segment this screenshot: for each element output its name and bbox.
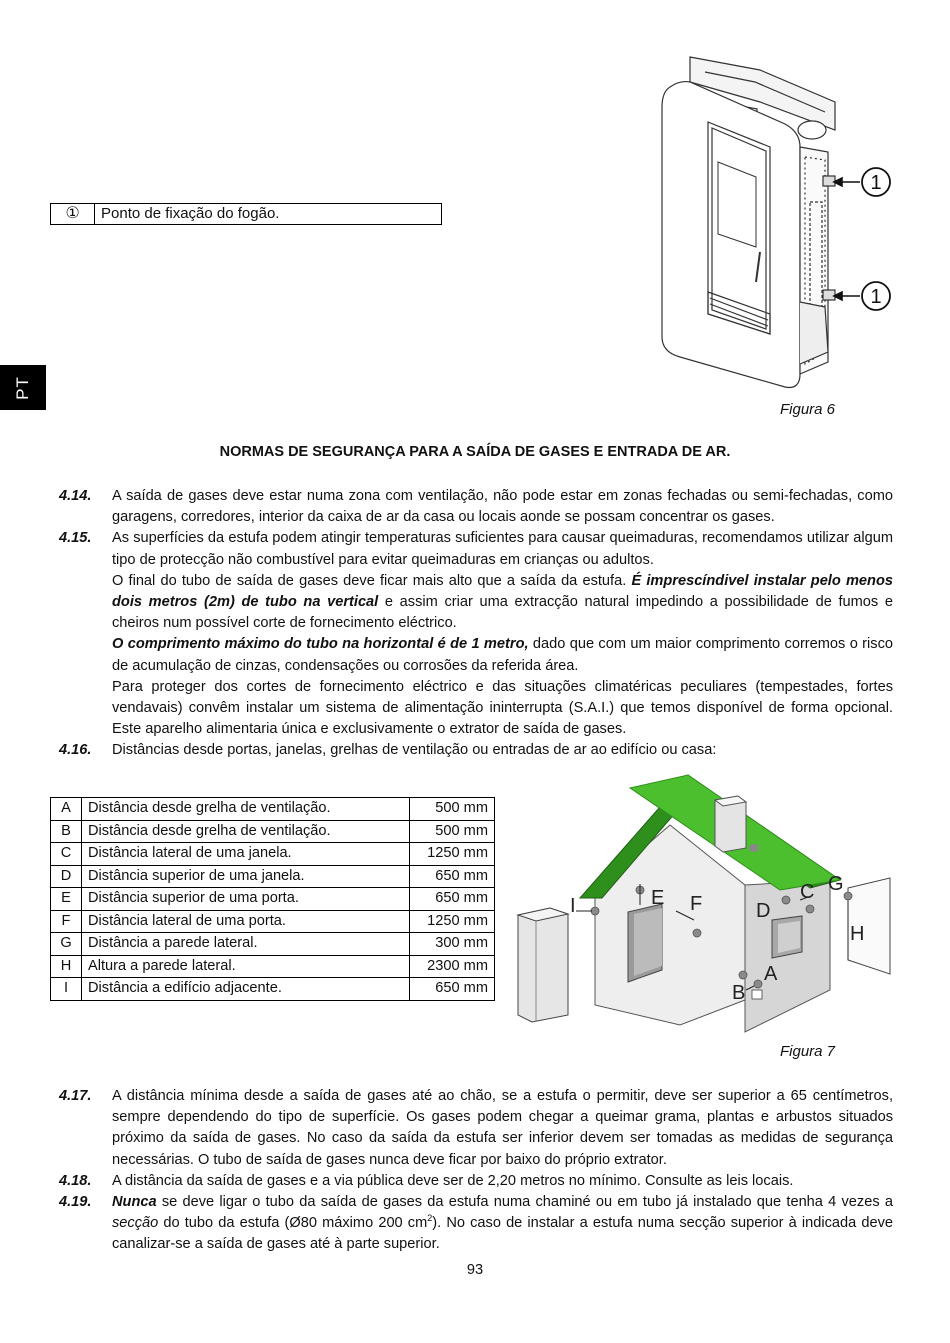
emphasis-seccao: secção (112, 1215, 159, 1232)
paragraphs-block-1 (59, 486, 893, 762)
language-tab-label: PT (12, 375, 32, 400)
emphasis-horizontal-pipe: O comprimento máximo do tubo na horizontal é de 1 metro, (112, 636, 529, 653)
figure-7-house-diagram (510, 770, 900, 1035)
distances-table (50, 797, 495, 1001)
label-A: A (764, 963, 778, 985)
table-row: B Distância desde grelha de ventilação. 500 mm (51, 820, 495, 843)
section-title: NORMAS DE SEGURANÇA PARA A SAÍDA DE GASES E ENTRADA DE AR. (219, 444, 731, 460)
item-number: 4.15. (59, 530, 92, 547)
table-row: D Distância superior de uma janela. 650 mm (51, 865, 495, 888)
label-E: E (651, 887, 665, 909)
item-4-19 (59, 1192, 893, 1256)
item-4-16 (59, 740, 893, 761)
item-text-3: O comprimento máximo do tubo na horizontal é de 1 metro, dado que com um maior comprimento corremos o risco de acumulação de cinzas, condensações ou corrosões da referida área. (112, 636, 893, 674)
item-4-14 (59, 486, 893, 528)
item-4-17 (59, 1086, 893, 1171)
page-number: 93 (466, 1262, 484, 1278)
label-G: G (828, 873, 844, 895)
table-row: A Distância desde grelha de ventilação. 500 mm (51, 798, 495, 821)
item-text: A distância da saída de gases e a via pública deve ser de 2,20 metros no mínimo. Consulte as leis locais. (112, 1172, 794, 1189)
item-number: 4.14. (59, 488, 92, 504)
item-text: As superfícies da estufa podem atingir temperaturas suficientes para causar queimaduras, recomendamos utilizar algum tipo de protecção não combustível para evitar queimaduras em crianças ou adultos. (112, 530, 893, 568)
emphasis-vertical-pipe: É imprescíndivel instalar pelo menos dois metros (2m) de tubo na vertical (112, 572, 893, 611)
label-I: I (570, 895, 576, 917)
emphasis-nunca: Nunca (112, 1194, 157, 1211)
item-4-15 (59, 528, 893, 740)
legend-symbol: ① (51, 204, 95, 224)
language-tab (0, 365, 46, 410)
item-4-18 (59, 1171, 893, 1192)
table-row: I Distância a edifício adjacente. 650 mm (51, 978, 495, 1001)
label-D: D (756, 900, 771, 922)
item-text: A saída de gases deve estar numa zona com ventilação, não pode estar em zonas fechadas ou semi-fechadas, como garagens, corredores, interior da caixa de ar da casa ou locais aonde se possam concentrar os gases. (112, 488, 893, 526)
table-row: G Distância a parede lateral. 300 mm (51, 933, 495, 956)
fixation-point-legend (50, 203, 442, 225)
label-B: B (732, 982, 746, 1004)
paragraphs-block-2 (59, 1086, 893, 1256)
label-H: H (850, 923, 865, 945)
item-text-2: O final do tubo de saída de gases deve ficar mais alto que a saída da estufa. É imprescíndivel instalar pelo menos dois metros (2m) de tubo na vertical e assim criar uma extracção natural impedindo a possibilidade de fumos e cheiros num possível corte de fornecimento eléctrico. (112, 572, 893, 632)
callout-label-top: 1 (870, 172, 882, 194)
item-text-4: Para proteger dos cortes de fornecimento eléctrico e das situações climatéricas peculiares (tempestades, fortes vendavais) convêm instalar um sistema de alimentação ininterrupta (S.A.I.) que temos disponível de forma opcional. Este aparelho alimentaria única e exclusivamente o extrator de saída de gases. (112, 678, 893, 738)
item-text: Distâncias desde portas, janelas, grelhas de ventilação ou entradas de ar ao edifício ou casa: (112, 742, 717, 759)
table-row: E Distância superior de uma porta. 650 mm (51, 888, 495, 911)
item-number: 4.19. (59, 1194, 92, 1211)
table-row: F Distância lateral de uma porta. 1250 mm (51, 910, 495, 933)
item-text: Nunca se deve ligar o tubo da saída de gases da estufa numa chaminé ou em tubo já instalado que tenha 4 vezes a secção do tubo da estufa (Ø80 máximo 200 $cm^2$). No caso de instalar a estufa numa secção superior à indicada deve canalizar-se a saída de gases até à parte superior. (112, 1194, 893, 1253)
table-row: C Distância lateral de uma janela. 1250 mm (51, 843, 495, 866)
item-number: 4.18. (59, 1172, 92, 1189)
item-number: 4.17. (59, 1088, 92, 1104)
figure-7-caption: Figura 7 (780, 1043, 836, 1060)
figure-6-stove-drawing (650, 52, 900, 392)
label-C: C (800, 881, 815, 903)
label-F: F (690, 893, 703, 915)
callout-label-bottom: 1 (870, 286, 882, 308)
item-number: 4.16. (59, 742, 92, 759)
figure-6-caption: Figura 6 (780, 401, 836, 418)
legend-text: Ponto de fixação do fogão. (101, 205, 280, 222)
item-text: A distância mínima desde a saída de gases até ao chão, se a estufa o permitir, deve ser superior a 65 centímetros, sempre dependendo do tipo de superfície. Os gases podem chegar a queimar grama, plantas e arbustos situados próximo da saída de gases. No caso da saída da estufa ser inferior devem ser tomadas as medidas de segurança necessárias. O tubo de saída de gases nunca deve ficar por baixo do próprio extrator. (112, 1088, 893, 1168)
table-row: H Altura a parede lateral. 2300 mm (51, 955, 495, 978)
